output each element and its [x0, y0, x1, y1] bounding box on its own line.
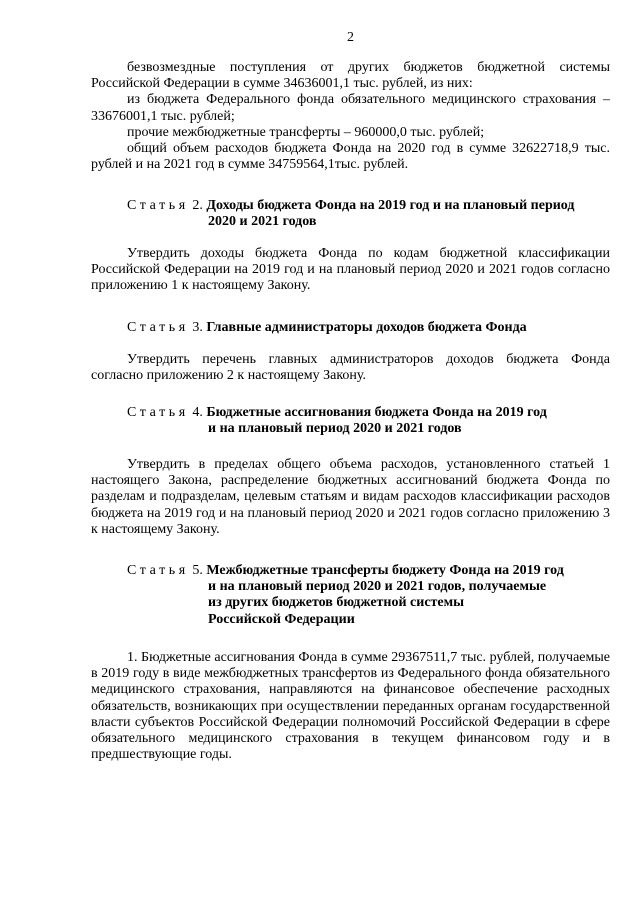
- intro-paragraph-3: прочие межбюджетные трансферты – 960000,0 тыс. рублей;: [127, 124, 485, 140]
- intro-block: [91, 60, 610, 173]
- article-5-body: [91, 650, 610, 763]
- article-2-body: [91, 246, 610, 295]
- intro-paragraph-1: безвозмездные поступления от других бюджетов бюджетной системы Российской Федерации в сумме 34636001,1 тыс. рублей, из них:: [91, 60, 610, 92]
- article-3-paragraph-1: Утвердить перечень главных администраторов доходов бюджета Фонда согласно приложению 2 к настоящему Закону.: [91, 352, 610, 384]
- article-2-title-line-2: 2020 и 2021 годов: [208, 214, 317, 230]
- article-3-label: Статья: [127, 320, 189, 335]
- article-2-heading: [91, 198, 610, 230]
- article-5-title-line-1: Межбюджетные трансферты бюджету Фонда на 2019 год: [206, 563, 564, 578]
- article-3-heading: [91, 320, 610, 336]
- article-5-number: 5.: [192, 563, 203, 578]
- article-3-number: 3.: [192, 320, 203, 335]
- article-4-label: Статья: [127, 405, 189, 420]
- intro-paragraph-2: из бюджета Федерального фонда обязательного медицинского страхования – 33676001,1 тыс. рублей;: [91, 92, 610, 124]
- article-4-body: [91, 457, 610, 538]
- article-5-heading: [91, 563, 610, 628]
- article-3-body: [91, 352, 610, 384]
- article-4-paragraph-1: Утвердить в пределах общего объема расходов, установленного статьей 1 настоящего Закона, распределение бюджетных ассигнований бюджета Фонда по разделам и подразделам, целевым статьям и видам расходов классификации расходов бюджета на 2019 год и на плановый период 2020 и 2021 годов согласно приложению 3 к настоящему Закону.: [91, 457, 610, 537]
- intro-paragraph-4: общий объем расходов бюджета Фонда на 2020 год в сумме 32622718,9 тыс. рублей и на 2021 год в сумме 34759564,1тыс. рублей.: [91, 141, 610, 173]
- article-4-number: 4.: [192, 405, 203, 420]
- article-2-number: 2.: [192, 198, 203, 213]
- article-4-heading: [91, 405, 610, 437]
- article-2-title-line-1: Доходы бюджета Фонда на 2019 год и на плановый период: [206, 198, 575, 213]
- article-5-title-line-4: Российской Федерации: [208, 611, 355, 627]
- article-2-paragraph-1: Утвердить доходы бюджета Фонда по кодам бюджетной классификации Российской Федерации на 2019 год и на плановый период 2020 и 2021 годов согласно приложению 1 к настоящему Закону.: [91, 246, 610, 294]
- document-page: [91, 0, 610, 905]
- article-5-paragraph-1: 1. Бюджетные ассигнования Фонда в сумме 29367511,7 тыс. рублей, получаемые в 2019 году в виде межбюджетных трансфертов из Федерального фонда обязательного медицинского страхования, направляются на финансовое обеспечение расходных обязательств, возникающих при осуществлении переданных органам государственной власти субъектов Российской Федерации полномочий Российской Федерации в сфере обязательного медицинского страхования в текущем финансовом году и в предшествующие годы.: [91, 650, 610, 763]
- page-number: 2: [347, 30, 354, 45]
- article-4-title-line-1: Бюджетные ассигнования бюджета Фонда на 2019 год: [206, 405, 547, 420]
- article-3-title-line-1: Главные администраторы доходов бюджета Фонда: [206, 320, 527, 335]
- article-2-label: Статья: [127, 198, 189, 213]
- article-5-title-line-2: и на плановый период 2020 и 2021 годов, получаемые: [208, 579, 547, 595]
- article-4-title-line-2: и на плановый период 2020 и 2021 годов: [208, 421, 462, 437]
- article-5-title-line-3: из других бюджетов бюджетной системы: [208, 595, 465, 611]
- article-5-label: Статья: [127, 563, 189, 578]
